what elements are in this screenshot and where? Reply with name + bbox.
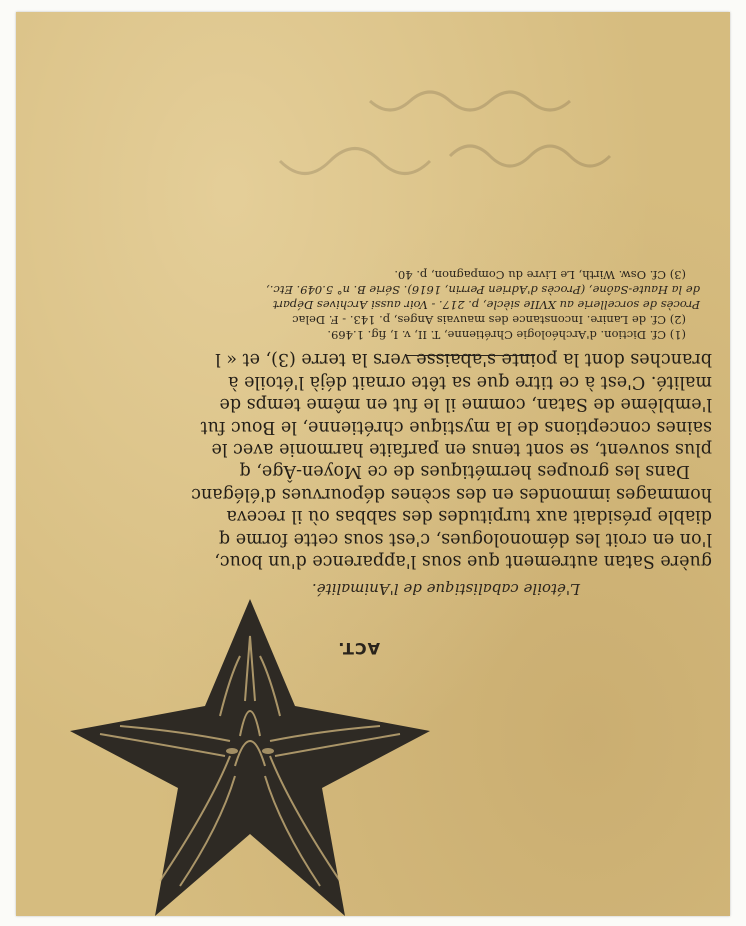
footnotes <box>16 267 700 342</box>
body-line: hommages immondes en des scènes dépourvues d'éléganc <box>191 483 712 504</box>
body-line: branches dont la pointe s'abaisse vers la terre (3), et « l <box>215 349 712 370</box>
footnote: Procès de sorcellerie au XVIIe siècle, p. 217. - Voir aussi Archives Départ <box>272 298 700 312</box>
footnote: (3) Cf. Osw. Wirth, Le Livre du Compagnon, p. 40. <box>394 268 686 282</box>
body-line: l'on en croit les démonologues, c'est sous cette forme q <box>218 528 712 549</box>
body-line: l'emblème de Satan, comme il le fut en même temps de <box>219 394 712 415</box>
body-line: guère Satan autrement que sous l'apparence d'un bouc, <box>214 551 712 571</box>
body-line: malité. C'est à ce titre que sa tête ornait déjà l'étoile à <box>228 371 712 392</box>
footnote-divider <box>405 355 535 356</box>
document-page <box>16 12 730 916</box>
body-line: diable présidait aux turpitudes des sabbas où il receva <box>226 506 712 527</box>
inverted-page-content <box>16 12 730 916</box>
body-paragraph <box>16 348 712 572</box>
body-line: saines conceptions de la mystique chrétienne, le Bouc fut <box>200 416 712 437</box>
body-line: plus souvent, se sont tenus en parfaite harmonie avec le <box>211 439 712 460</box>
footnote: (2) Cf. de Lanire. Inconstance des mauvais Anges, p. 143. - F. Delac <box>292 313 686 327</box>
body-line: Dans les groupes hermétiques de ce Moyen-Âge, q <box>239 461 690 482</box>
faint-handwriting <box>90 56 690 196</box>
page-mark-stamp: ACT. <box>337 639 380 658</box>
footnote: de la Haute-Saône, (Procès d'Adrien Perrin, 1616). Série B. n° 5.049. Etc., <box>266 283 700 297</box>
illustration-caption: L'étoile cabalistique de l'Animalité. <box>311 580 580 598</box>
footnote: (1) Cf. Diction. d'Archéologie Chrétienne, T. II, v. I, fig. 1.469. <box>327 328 686 342</box>
pentagram-woodcut-illustration <box>60 596 440 916</box>
